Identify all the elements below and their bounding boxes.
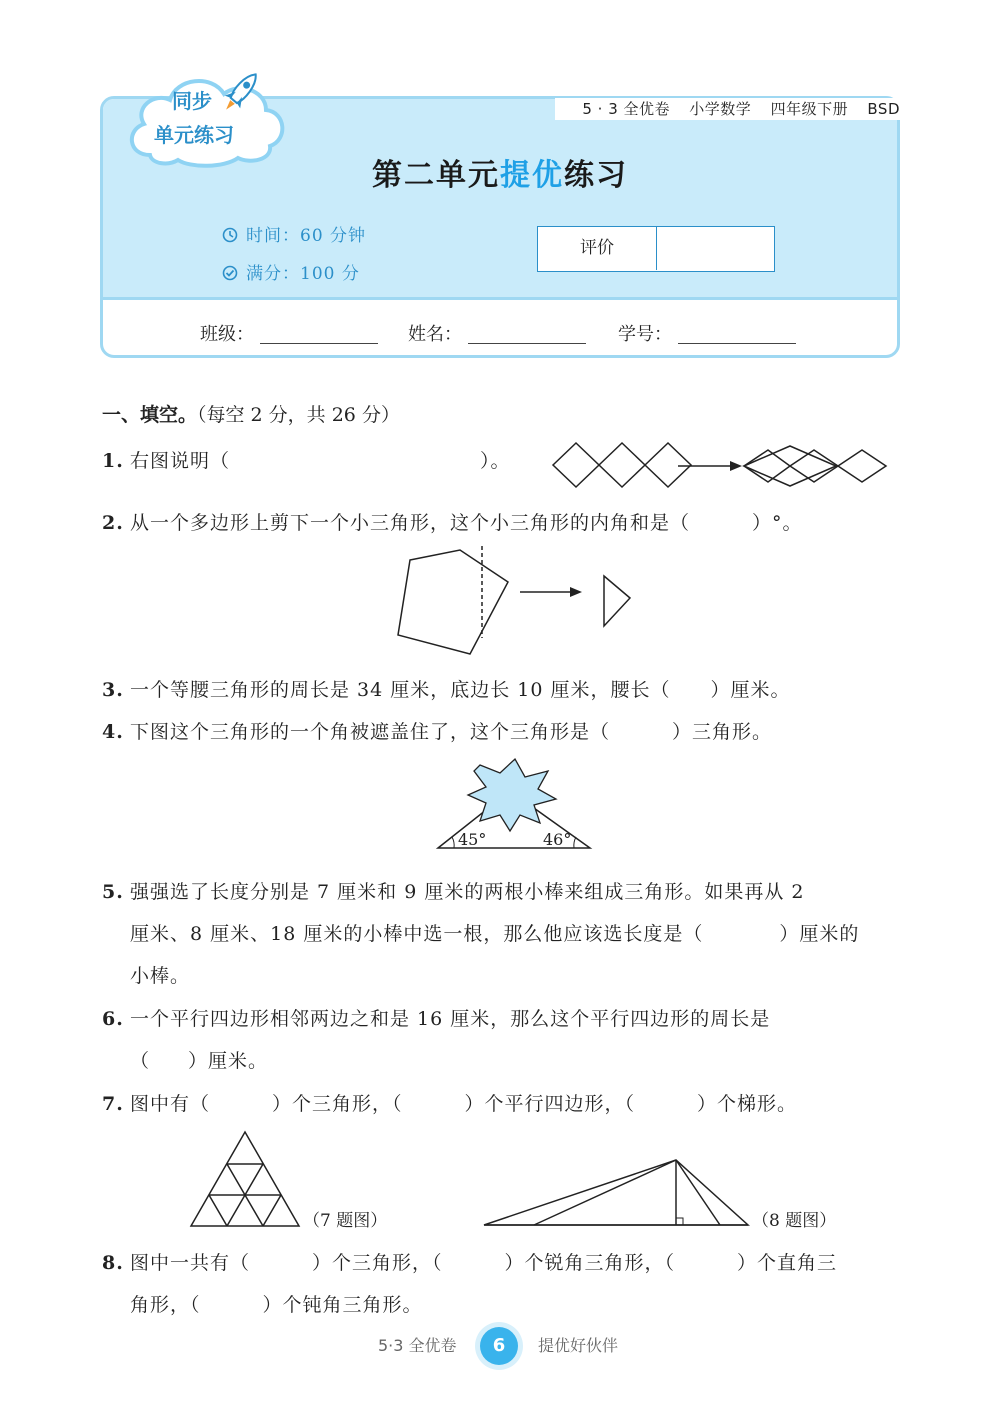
- q8-text-c: ）个锐角三角形，（: [504, 1252, 676, 1274]
- name-line[interactable]: [468, 323, 586, 344]
- q3-number: 3.: [102, 679, 124, 701]
- score-label: 满分：100 分: [246, 264, 360, 284]
- question-4: [102, 717, 772, 744]
- angle-right-label: 46°: [543, 830, 572, 849]
- q8-line2b: ）个钝角三角形。: [262, 1294, 423, 1316]
- section-title: 一、填空。: [102, 404, 198, 426]
- class-line[interactable]: [260, 323, 378, 344]
- question-5: [102, 877, 804, 904]
- class-field[interactable]: [200, 320, 378, 346]
- q8-line2a: 角形，（: [130, 1294, 201, 1316]
- q7-text-b: ）个三角形，（: [272, 1093, 403, 1115]
- time-label: 时间：60 分钟: [246, 226, 367, 246]
- q3-text-b: ）厘米。: [710, 679, 791, 701]
- q1-text-a: 右图说明（: [130, 450, 231, 472]
- question-5-line2: [130, 919, 859, 946]
- q2-figure: [390, 540, 640, 660]
- question-7: [102, 1089, 797, 1116]
- question-5-line3: 小棒。: [130, 965, 191, 987]
- series-subject: 小学数学: [689, 100, 752, 118]
- q7-text-c: ）个平行四边形，（: [464, 1093, 636, 1115]
- question-6-line2: [130, 1046, 268, 1073]
- series-info: [555, 98, 900, 120]
- q6-line2a: （: [130, 1050, 151, 1072]
- q8-text-b: ）个三角形，（: [312, 1252, 443, 1274]
- footer-right: 提优好伙伴: [538, 1336, 619, 1355]
- page-title: [0, 150, 1000, 194]
- q5-number: 5.: [102, 881, 124, 903]
- id-field[interactable]: [618, 320, 796, 346]
- question-1: [102, 446, 511, 473]
- q4-text-a: 下图这个三角形的一个角被遮盖住了，这个三角形是（: [130, 721, 611, 743]
- q8-text-a: 图中一共有（: [130, 1252, 251, 1274]
- q2-text-b: ）°。: [752, 512, 803, 534]
- series-edition: BSD: [867, 100, 900, 118]
- series-brand: 5 · 3 全优卷: [582, 100, 671, 118]
- star-cover: [468, 759, 556, 831]
- badge-line2: 单元练习: [154, 123, 234, 147]
- question-2: [102, 508, 803, 535]
- q7-caption: （7 题图）: [303, 1211, 388, 1231]
- check-icon: [222, 265, 238, 281]
- q6-line2b: ）厘米。: [188, 1050, 269, 1072]
- clock-icon: [222, 227, 238, 243]
- name-label: 姓名：: [408, 324, 462, 345]
- footer-left: 5·3 全优卷: [378, 1336, 457, 1355]
- q7-figure: [185, 1128, 305, 1232]
- time-info: [222, 221, 366, 246]
- series-grade: 四年级下册: [770, 100, 849, 118]
- question-3: [102, 675, 791, 702]
- id-label: 学号：: [618, 324, 672, 345]
- badge-line1: 同步: [172, 89, 212, 113]
- id-line[interactable]: [678, 323, 796, 344]
- angle-left-label: 45°: [458, 830, 487, 849]
- q8-number: 8.: [102, 1252, 124, 1274]
- section-note: （每空 2 分，共 26 分）: [197, 404, 400, 426]
- section-heading: [102, 400, 400, 427]
- q6-line1: 一个平行四边形相邻两边之和是 16 厘米，那么这个平行四边形的周长是: [130, 1008, 771, 1030]
- question-8: [102, 1248, 837, 1275]
- q1-number: 1.: [102, 450, 124, 472]
- q6-number: 6.: [102, 1008, 124, 1030]
- evaluation-box: [537, 226, 775, 272]
- q7-text-d: ）个梯形。: [697, 1093, 798, 1115]
- q7-number: 7.: [102, 1093, 124, 1115]
- question-8-line2: [130, 1290, 423, 1317]
- title-part1: 第二单元: [372, 158, 500, 193]
- name-field[interactable]: [408, 320, 586, 346]
- q8-text-d: ）个直角三: [737, 1252, 838, 1274]
- q5-line2b: ）厘米的: [779, 923, 860, 945]
- arrow-icon: [730, 461, 742, 471]
- q4-text-b: ）三角形。: [672, 721, 773, 743]
- page-number: 6: [480, 1327, 518, 1365]
- q4-number: 4.: [102, 721, 124, 743]
- arrow-icon: [570, 587, 582, 597]
- q4-figure: [430, 755, 600, 855]
- q1-text-b: ）。: [480, 450, 511, 472]
- q5-line1: 强强选了长度分别是 7 厘米和 9 厘米的两根小棒来组成三角形。如果再从 2: [130, 881, 805, 903]
- evaluation-label: 评价: [538, 227, 657, 270]
- q8-caption: （8 题图）: [752, 1211, 837, 1231]
- q5-line2a: 厘米、8 厘米、18 厘米的小棒中选一根，那么他应该选长度是（: [130, 923, 704, 945]
- score-info: [222, 259, 360, 284]
- q8-figure: [480, 1155, 755, 1230]
- question-6: [102, 1004, 770, 1031]
- q2-text-a: 从一个多边形上剪下一个小三角形，这个小三角形的内角和是（: [130, 512, 691, 534]
- q1-figure: [548, 440, 893, 490]
- q7-text-a: 图中有（: [130, 1093, 211, 1115]
- q2-number: 2.: [102, 512, 124, 534]
- title-highlight: 提优: [500, 158, 564, 193]
- q3-text-a: 一个等腰三角形的周长是 34 厘米，底边长 10 厘米，腰长（: [130, 679, 671, 701]
- title-part2: 练习: [564, 158, 628, 193]
- class-label: 班级：: [200, 324, 254, 345]
